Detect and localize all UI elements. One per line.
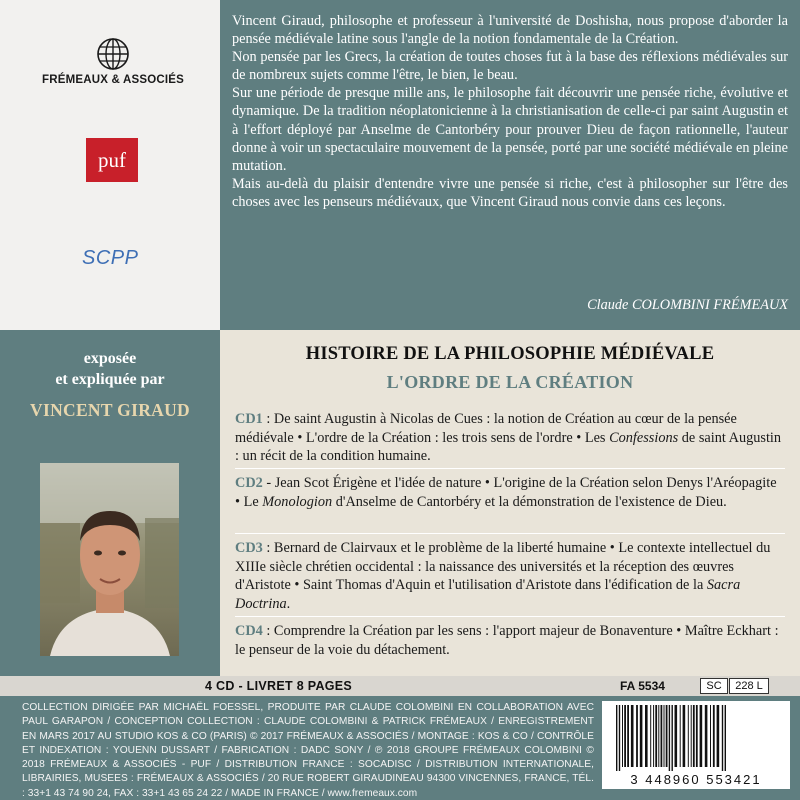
puf-logo: puf	[86, 138, 138, 182]
cd-work-title: Monologion	[262, 493, 333, 510]
barcode-bar	[691, 705, 692, 767]
barcode-bar	[696, 705, 698, 767]
divider	[235, 468, 785, 469]
cd-track-listing	[235, 410, 785, 466]
cd-description: - Jean Scot Érigène et l'idée de nature • L'origine de la Création selon Denys l'Aréopagite • Le	[235, 475, 777, 510]
barcode-bar	[693, 705, 695, 767]
barcode-bar	[631, 705, 634, 767]
barcode-bar	[680, 705, 681, 767]
cd-description: de saint Augustin : un récit de la condition humaine.	[235, 429, 782, 464]
divider	[235, 616, 785, 617]
description-text	[232, 12, 788, 211]
barcode-bar	[725, 705, 726, 771]
barcode-bar	[661, 705, 663, 767]
barcode-bar	[636, 705, 638, 767]
description-signature: Claude COLOMBINI FRÉMEAUX	[587, 297, 788, 313]
description-paragraph: Vincent Giraud, philosophe et professeur à l'université de Doshisha, nous propose d'aborder la pensée médiévale latine sous l'angle de la notion fondamentale de la Création.	[232, 13, 788, 48]
cd-label: CD2	[235, 475, 263, 491]
barcode-bar	[666, 705, 668, 767]
barcode-bar	[624, 705, 626, 767]
fremeaux-logo-text: FRÉMEAUX & ASSOCIÉS	[41, 74, 185, 86]
barcode-bar	[683, 705, 686, 767]
sc-box: SC	[700, 678, 728, 694]
scpp-logo	[80, 244, 140, 276]
cd-work-title: Confessions	[609, 429, 679, 446]
price-code-box: 228 L	[729, 678, 769, 694]
cd-track-listing	[235, 539, 785, 613]
cd-description: : De saint Augustin à Nicolas de Cues : la notion de Création au cœur de la pensée médiévale • L'ordre de la Création : les trois sens de l'ordre • Les	[235, 411, 737, 446]
barcode-bar	[650, 705, 651, 767]
barcode-bar	[688, 705, 689, 767]
catalog-number: FA 5534	[620, 679, 665, 693]
barcode-bar	[619, 705, 620, 771]
cd-description: d'Anselme de Cantorbéry et la démonstration de l'existence de Dieu.	[332, 493, 727, 510]
barcode-bar	[655, 705, 657, 767]
barcode-bar	[645, 705, 648, 767]
cd-description: : Bernard de Clairvaux et le problème de la liberté humaine • Le contexte intellectuel du XIIIe siècle chrétien occidental : la naissance des universités et la réception des œuvres d'Aristote • Saint Thomas d'Aquin et l'utilisation d'Aristote dans l'édification de la	[235, 540, 771, 593]
barcode-bar	[616, 705, 617, 771]
barcode-bar	[664, 705, 665, 767]
album-title: HISTOIRE DE LA PHILOSOPHIE MÉDIÉVALE	[305, 344, 715, 364]
cd-track-listing	[235, 622, 785, 659]
barcode-bar	[722, 705, 723, 771]
album-subtitle: L'ORDRE DE LA CRÉATION	[386, 372, 634, 392]
cd-label: CD1	[235, 411, 263, 427]
barcode-bar	[622, 705, 623, 767]
barcode-bar	[710, 705, 711, 767]
format-label: 4 CD - LIVRET 8 PAGES	[205, 679, 353, 693]
description-paragraph: Sur une période de presque mille ans, le philosophe fait découvrir une pensée riche, évolutive et dynamique. De la tradition néoplatonicienne à la christianisation de celle-ci par saint Augustin et à l'effort déployé par Anselme de Cantorbéry pour prouver Dieu de façon rationnelle, l'auteur donne à voir un spectaculaire mouvement de la pensée, porté par une société médiévale en pleine mutation.	[232, 85, 788, 174]
cd-label: CD3	[235, 540, 263, 556]
description-paragraph: Mais au-delà du plaisir d'entendre vivre une pensée si riche, c'est à philosopher sur l'être des choses avec les penseurs médiévaux, que Vincent Giraud nous convie dans ces leçons.	[232, 175, 788, 210]
author-name: VINCENT GIRAUD	[30, 400, 190, 420]
barcode-bar	[672, 705, 673, 771]
author-intro-line-2: et expliquée par	[55, 371, 165, 388]
fremeaux-logo	[38, 36, 188, 86]
author-photo	[40, 463, 179, 656]
barcode-bar	[653, 705, 654, 767]
barcode-bar	[705, 705, 708, 767]
cd-track-listing	[235, 474, 785, 511]
cd-label: CD4	[235, 623, 263, 639]
barcode-bar	[700, 705, 703, 767]
globe-icon	[82, 36, 144, 72]
barcode-bars	[602, 701, 790, 773]
credits-text: COLLECTION DIRIGÉE PAR MICHAËL FOESSEL, PRODUITE PAR CLAUDE COLOMBINI EN COLLABORATION AVEC PAUL GARAPON / CONCEPTION COLLECTION : CLAUDE COLOMBINI & PATRICK FRÉMEAUX / ENREGISTREMENT EN MARS 2017 AU STUDIO KOS & CO (PARIS) © 2017 FRÉMEAUX & ASSOCIÉS / MONTAGE : KOS & CO / CONTRÔLE ET INDEXATION : YOUENN DUSSART / FABRICATION : DADC SONY / ℗ 2018 GROUPE FRÉMEAUX COLOMBINI © 2018 FRÉMEAUX & ASSOCIÉS - PUF / DISTRIBUTION FRANCE : SOCADISC / DISTRIBUTION INTERNATIONALE, LIBRAIRIES, MUSEES : FRÉMEAUX & ASSOCIÉS / 20 RUE ROBERT GIRAUDINEAU 94300 VINCENNES, FRANCE, TÉL. : 33+1 43 74 90 24, FAX : 33+1 43 65 24 22 / MADE IN FRANCE / www.fremeaux.com	[22, 702, 594, 799]
barcode-bar	[669, 705, 670, 771]
barcode-bar	[675, 705, 678, 767]
cd-description: .	[286, 595, 291, 612]
cd-description: : Comprendre la Création par les sens : l'apport majeur de Bonaventure • Maître Eckhart : le penseur de la voie du détachement.	[235, 623, 779, 658]
barcode-bar	[640, 705, 643, 767]
barcode-bar	[713, 705, 715, 767]
description-paragraph: Non pensée par les Grecs, la création de toutes choses fut à la base des réflexions médiévales sur de nombreux sujets comme l'être, le bien, le beau.	[232, 49, 788, 84]
barcode-bar	[627, 705, 629, 767]
scpp-logo-text: SCPP	[82, 247, 139, 269]
format-strip	[0, 676, 800, 696]
barcode-number: 3 448960 553421	[630, 772, 762, 787]
divider	[235, 533, 785, 534]
cd-work-title: Sacra Doctrina	[235, 577, 741, 612]
author-intro-line-1: exposée	[83, 350, 137, 367]
barcode-bar	[717, 705, 720, 767]
barcode-bar	[658, 705, 659, 767]
logo-column	[0, 0, 220, 330]
description-panel	[220, 0, 800, 330]
